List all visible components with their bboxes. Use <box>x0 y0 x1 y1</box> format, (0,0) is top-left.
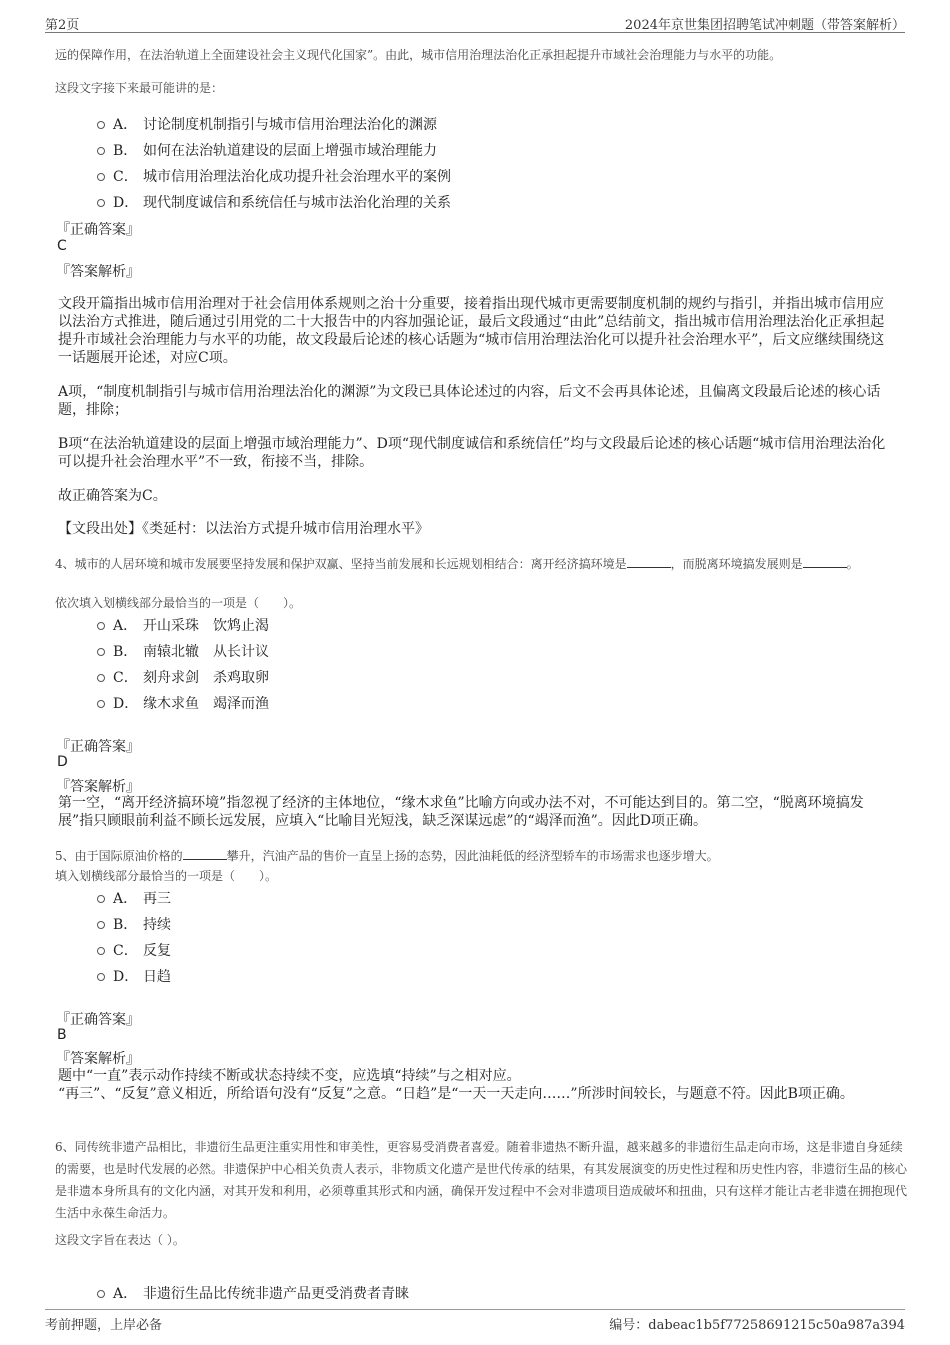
radio-icon[interactable] <box>97 947 105 955</box>
document-id: 编号：dabeac1b5f77258691215c50a987a394 <box>609 1318 905 1333</box>
q5-option-a[interactable]: A． 再三 <box>97 887 171 909</box>
footer-slogan: 考前押题，上岸必备 <box>45 1318 163 1333</box>
fill-blank <box>803 555 847 568</box>
header-divider <box>45 32 905 33</box>
q3-analysis-2: A项，“制度机制指引与城市信用治理法治化的渊源”为文段已具体论述过的内容，后文不会再具体论述，且偏离文段最后论述的核心话题，排除； <box>58 384 881 418</box>
q4-answer-label: 『正确答案』 <box>56 739 140 755</box>
q4-stem: 4、城市的人居环境和城市发展要坚持发展和保护双赢、坚持当前发展和长远规划相结合：离开经济搞环境是 ，而脱离环境搞发展则是 。 <box>55 557 859 571</box>
fill-blank <box>183 847 227 860</box>
q5-analysis-label: 『答案解析』 <box>56 1051 140 1067</box>
q3-analysis-1: 文段开篇指出城市信用治理对于社会信用体系规则之治十分重要，接着指出现代城市更需要制度机制的规约与指引，并指出城市信用应以法治方式推进，随后通过引用党的二十大报告中的内容加强论证，最后文段通过“由此”总结前文，指出城市信用治理法治化正承担起提升市域社会治理能力与水平的功能，故文段最后论述的核心话题为“城市信用治理法治化可以提升社会治理水平”，后文应继续围绕这一话题展开论述，对应C项。 <box>58 296 885 366</box>
q4-options <box>97 614 269 714</box>
q3-option-c[interactable]: C． 城市信用治理法治化成功提升社会治理水平的案例 <box>97 165 451 187</box>
q3-analysis-4: 故正确答案为C。 <box>58 488 167 504</box>
q5-stem: 5、由于国际原油价格的 攀升，汽油产品的售价一直呈上扬的态势，因此油耗低的经济型轿车的市场需求也逐步增大。 <box>55 849 719 863</box>
radio-icon[interactable] <box>97 700 105 708</box>
radio-icon[interactable] <box>97 199 105 207</box>
q5-answer: B <box>57 1027 67 1043</box>
q3-analysis-label: 『答案解析』 <box>56 264 140 280</box>
radio-icon[interactable] <box>97 973 105 981</box>
radio-icon[interactable] <box>97 674 105 682</box>
q6-option-a[interactable]: A． 非遗衍生品比传统非遗产品更受消费者青睐 <box>97 1282 409 1304</box>
q3-options <box>97 113 451 213</box>
q4-option-c[interactable]: C． 刻舟求剑 杀鸡取卵 <box>97 666 269 688</box>
q5-option-b[interactable]: B． 持续 <box>97 913 171 935</box>
q3-option-a[interactable]: A． 讨论制度机制指引与城市信用治理法治化的渊源 <box>97 113 451 135</box>
q4-prompt: 依次填入划横线部分最恰当的一项是（ ）。 <box>55 596 302 610</box>
q4-answer: D <box>57 754 68 770</box>
q4-option-a[interactable]: A． 开山采珠 饮鸩止渴 <box>97 614 269 636</box>
q5-options <box>97 887 171 987</box>
q5-option-d[interactable]: D． 日趋 <box>97 965 171 987</box>
q4-option-d[interactable]: D． 缘木求鱼 竭泽而渔 <box>97 692 269 714</box>
q6-prompt: 这段文字旨在表达（ ）。 <box>55 1233 185 1247</box>
radio-icon[interactable] <box>97 921 105 929</box>
q5-option-c[interactable]: C． 反复 <box>97 939 171 961</box>
q6-options <box>97 1282 409 1304</box>
q5-analysis-1: 题中“一直”表示动作持续不断或状态持续不变，应选填“持续”与之相对应。 <box>58 1068 521 1084</box>
radio-icon[interactable] <box>97 622 105 630</box>
q3-answer-label: 『正确答案』 <box>56 222 140 238</box>
q3-option-b[interactable]: B． 如何在法治轨道建设的层面上增强市域治理能力 <box>97 139 451 161</box>
page-number: 第2页 <box>45 18 80 33</box>
footer-divider <box>45 1309 905 1310</box>
q6-stem: 6、同传统非遗产品相比，非遗衍生品更注重实用性和审美性，更容易受消费者喜爱。随着非遗热不断升温，越来越多的非遗衍生品走向市场，这是非遗自身延续的需要，也是时代发展的必然。非遗保护中心相关负责人表示，非物质文化遗产是世代传承的结果，有其发展演变的历史性过程和历史性内容，非遗衍生品的核心是非遗本身所具有的文化内涵，对其开发和利用，必须尊重其形式和内涵，确保开发过程中不会对非遗项目造成破坏和扭曲，只有这样才能让古老非遗在拥抱现代生活中永葆生命活力。 <box>55 1140 908 1220</box>
fill-blank <box>627 555 671 568</box>
radio-icon[interactable] <box>97 173 105 181</box>
q4-option-b[interactable]: B． 南辕北辙 从长计议 <box>97 640 269 662</box>
q3-prompt: 这段文字接下来最可能讲的是： <box>55 81 224 95</box>
radio-icon[interactable] <box>97 1290 105 1298</box>
q5-answer-label: 『正确答案』 <box>56 1012 140 1028</box>
radio-icon[interactable] <box>97 648 105 656</box>
q4-analysis-label: 『答案解析』 <box>56 779 140 795</box>
q4-analysis: 第一空，“离开经济搞环境”指忽视了经济的主体地位，“缘木求鱼”比喻方向或办法不对，不可能达到目的。第二空，“脱离环境搞发展”指只顾眼前利益不顾长远发展，应填入“比喻目光短浅，缺乏深谋远虑”的“竭泽而渔”。因此D项正确。 <box>58 795 864 829</box>
q3-analysis-3: B项“在法治轨道建设的层面上增强市域治理能力”、D项“现代制度诚信和系统信任”均与文段最后论述的核心话题“城市信用治理法治化可以提升社会治理水平”不一致，衔接不当，排除。 <box>58 436 886 470</box>
q3-option-d[interactable]: D． 现代制度诚信和系统信任与城市法治化治理的关系 <box>97 191 451 213</box>
radio-icon[interactable] <box>97 895 105 903</box>
q3-intro: 远的保障作用，在法治轨道上全面建设社会主义现代化国家”。由此，城市信用治理法治化正承担起提升市域社会治理能力与水平的功能。 <box>55 48 782 62</box>
document-title: 2024年京世集团招聘笔试冲刺题（带答案解析） <box>624 18 905 33</box>
radio-icon[interactable] <box>97 121 105 129</box>
q5-analysis-2: “再三”、“反复”意义相近，所给语句没有“反复”之意。“日趋”是“一天一天走向……”所涉时间较长，与题意不符。因此B项正确。 <box>58 1086 854 1102</box>
radio-icon[interactable] <box>97 147 105 155</box>
q3-answer: C <box>57 238 67 254</box>
q5-prompt: 填入划横线部分最恰当的一项是（ ）。 <box>55 869 278 883</box>
q3-source: 【文段出处】《类延村：以法治方式提升城市信用治理水平》 <box>58 521 429 537</box>
